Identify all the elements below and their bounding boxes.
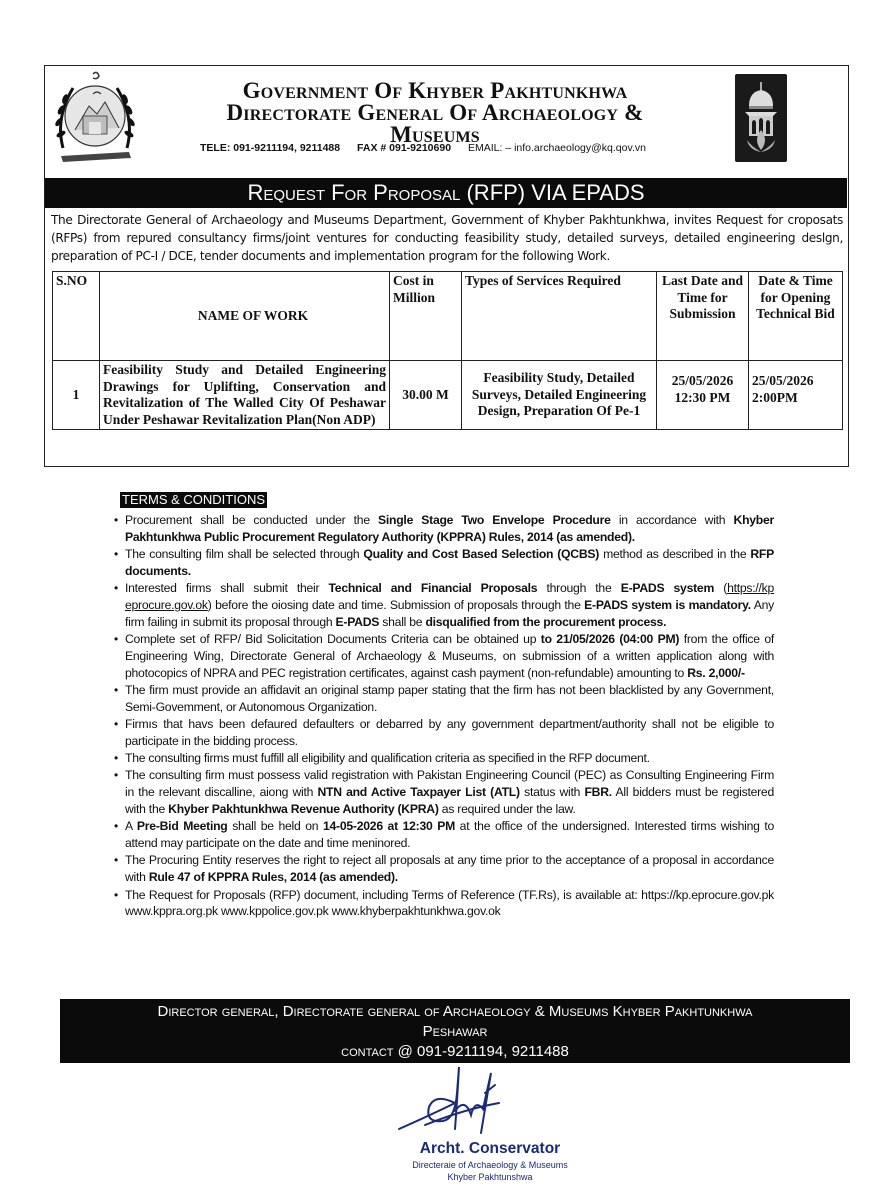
signatory-province: Khyber Pakhtunshwa bbox=[447, 1172, 533, 1182]
row-last-date bbox=[657, 361, 749, 430]
term-text: The consulting firm must possess valid registration with Pakistan Engineering Council (PEC) as Consulting Engineering Firm in the relevant discalline, aiong with bbox=[125, 768, 774, 800]
term-text: The Request for Proposals (RFP) document, including Terms of Reference (TF.Rs), is available at: https://kp.eprocure.gov.pk www.kppra.org.pk www.kppolice.gov.pk www.khyberpakhtunkhwa.gov.ok bbox=[125, 887, 774, 919]
term-bold: Pre-Bid Meeting bbox=[136, 819, 228, 834]
term-item bbox=[116, 512, 774, 546]
footer-contact: contact @ 091-9211194, 9211488 bbox=[341, 1043, 569, 1060]
term-bold: to 21/05/2026 (04:00 PM) bbox=[540, 632, 680, 647]
signatory-department: Directeraie of Archaeology & Museums bbox=[412, 1160, 568, 1170]
signature-image bbox=[395, 1063, 525, 1143]
term-text: The firm must provide an affidavit an original stamp paper stating that the firm has not been blacklisted by any Government, Semi-Govemment, or Autonomous Organization. bbox=[125, 682, 774, 714]
term-bold: Rs. 2,000/- bbox=[687, 665, 745, 680]
footer-bar bbox=[60, 999, 850, 1063]
row-cost: 30.00 M bbox=[390, 361, 462, 430]
term-text: at the office of the undersigned. Interested tirms wishing to attend may participate on the date and time meninored. bbox=[125, 819, 774, 851]
term-item bbox=[116, 887, 774, 921]
footer-director-line: Director general, Directorate general of Archaeology & Museums Khyber Pakhtunkhwa bbox=[157, 1003, 753, 1020]
term-text: Complete set of RFP/ Bid Solicitation Documents Criteria can be obtained up bbox=[125, 632, 541, 647]
last-date: 25/05/2026 bbox=[671, 373, 734, 388]
term-item: • Interested firms shall submit their Technical and Financial Proposals through the E-PADS system (https://kp eprocure.gov.ok) before the oiosing date and time. Submission of proposals through the E-PADS system is mandatory. Any firm failing in submit its proposal through E-PADS shall be disqualified from the procurement process. bbox=[116, 580, 774, 630]
term-item bbox=[116, 750, 774, 767]
term-item bbox=[116, 716, 774, 750]
fax: FAX # 091-9210690 bbox=[357, 142, 452, 154]
open-date: 25/05/2026 bbox=[752, 373, 814, 388]
term-text: Procurement shall be conducted under the bbox=[125, 513, 379, 527]
footer-city: Peshawar bbox=[422, 1023, 488, 1040]
term-bold: Quality and Cost Based Selection (QCBS) bbox=[363, 547, 600, 562]
header-box bbox=[44, 65, 849, 467]
header-government: Government Of Khyber Pakhtunkhwa bbox=[242, 78, 628, 103]
term-text: A bbox=[125, 819, 137, 834]
term-text: in accordance with bbox=[610, 513, 734, 527]
archaeology-emblem-logo bbox=[735, 74, 787, 162]
header-directorate: Directorate General Of Archaeology & bbox=[226, 100, 644, 125]
term-bold: Technical and Financial Proposals bbox=[328, 581, 538, 596]
email: EMAIL: – info.archaeology@kq.qov.vn bbox=[467, 142, 646, 154]
terms-heading: TERMS & CONDITIONS bbox=[122, 492, 266, 507]
eprocure-link[interactable]: https://kp eprocure.gov.ok bbox=[125, 581, 775, 612]
term-bold: Single Stage Two Envelope Procedure bbox=[378, 513, 611, 527]
row-name-of-work: Feasibility Study and Detailed Engineering Drawings for Uplifting, Conservation and Revitalization of The Walled City Of Peshawar Under Peshawar Revitalization Plan(Non ADP) bbox=[100, 361, 390, 430]
term-text: method as described in the bbox=[599, 547, 751, 562]
telephone: TELE: 091-9211194, 9211488 bbox=[200, 142, 341, 154]
term-text: Any firm failing in submit its proposal through bbox=[125, 597, 774, 629]
col-cost: Cost in Million bbox=[390, 272, 462, 361]
col-last-date: Last Date and Time for Submission bbox=[657, 272, 749, 361]
term-item bbox=[116, 818, 774, 852]
row-opening-date bbox=[749, 361, 843, 430]
term-item bbox=[116, 631, 774, 681]
term-text: Interested firms shall submit their bbox=[125, 581, 329, 596]
col-opening-date: Date & Time for Opening Technical Bid bbox=[749, 272, 843, 361]
work-table bbox=[52, 271, 843, 430]
term-bold: E-PADS system is mandatory. bbox=[584, 597, 751, 612]
term-text: The Procuring Entity reserves the right to reject all proposals at any time prior to the acceptance of a proposal in accordance with bbox=[125, 853, 774, 885]
rfp-title-bar: Request For Proposal (RFP) VIA EPADS bbox=[45, 178, 847, 208]
term-bold: E-PADS system bbox=[620, 581, 715, 596]
header-contact bbox=[200, 142, 720, 154]
term-text: through the bbox=[537, 581, 621, 596]
open-time: 2:00PM bbox=[752, 389, 798, 405]
term-bold: disqualified from the procurement process. bbox=[425, 614, 667, 629]
term-bold: E-PADS bbox=[335, 614, 380, 629]
table-header-row bbox=[53, 272, 843, 361]
term-text: status with bbox=[519, 785, 585, 800]
term-text: The consulting firms must fuffill all eligibility and qualification criteria as specified in the RFP document. bbox=[125, 751, 650, 766]
term-bold: NTN and Active Taxpayer List (ATL) bbox=[317, 785, 520, 800]
row-sno: 1 bbox=[53, 361, 100, 430]
term-item bbox=[116, 767, 774, 817]
term-item bbox=[116, 546, 774, 580]
last-time: 12:30 PM bbox=[674, 389, 731, 405]
term-item bbox=[116, 852, 774, 886]
term-text: shall be bbox=[379, 614, 426, 629]
term-bold: Khyber Pakhtunkhwa Public Procurement Regulatory Authority (KPPRA) Rules, 2014 (as amended). bbox=[125, 513, 775, 544]
term-bold: Khyber Pakhtunkhwa Revenue Authority (KPRA) bbox=[168, 802, 439, 817]
term-text: as required under the law. bbox=[438, 802, 576, 817]
col-services: Types of Services Required bbox=[462, 272, 657, 361]
term-text: All bidders must be registered with the bbox=[125, 785, 774, 817]
table-row bbox=[53, 361, 843, 430]
header-museums: Museums bbox=[390, 122, 480, 147]
terms-list bbox=[116, 512, 774, 921]
term-item bbox=[116, 682, 774, 716]
term-text: from the office of Engineering Wing, Directorate General of Archaeology & Museums, on submission of a written application along with photocopics of NPRA and PEC registration certificates, against cash payment (non-refundable) amounting to bbox=[125, 632, 774, 680]
kp-emblem-logo bbox=[49, 68, 141, 168]
intro-paragraph: The Directorate General of Archaeology and Museums Department, Government of Khyber Pakhtunkhwa, invites Request for croposats (RFPs) from repured consultancy firms/joint ventures for conducting feasibility study, detailed surveys, detailed engineering deslgn, preparation of PC-I / DCE, tender documents and implementation program for the following Work. bbox=[51, 213, 843, 263]
signatory-title: Archt. Conservator bbox=[419, 1140, 561, 1157]
term-text: Firmıs that havs been defaured defaulters or debarred by any government department/authority shall not be eligible to participate in the bidding process. bbox=[125, 717, 774, 748]
col-name-of-work: NAME OF WORK bbox=[100, 272, 390, 361]
term-text: shall be held on bbox=[227, 819, 323, 834]
term-bold: Rule 47 of KPPRA Rules, 2014 (as amended). bbox=[148, 870, 398, 885]
row-services: Feasibility Study, Detailed Surveys, Detailed Engineering Design, Preparation Of Pe-1 bbox=[462, 361, 657, 430]
col-sno: S.NO bbox=[53, 272, 100, 361]
term-bold: FBR. bbox=[584, 785, 612, 800]
term-text: before the oiosing date and time. Submission of proposals through the bbox=[211, 597, 585, 612]
term-text: The consulting film shall be selected through bbox=[125, 547, 364, 562]
term-bold: RFP documents. bbox=[125, 547, 774, 578]
term-bold: 14-05-2026 at 12:30 PM bbox=[323, 819, 455, 834]
